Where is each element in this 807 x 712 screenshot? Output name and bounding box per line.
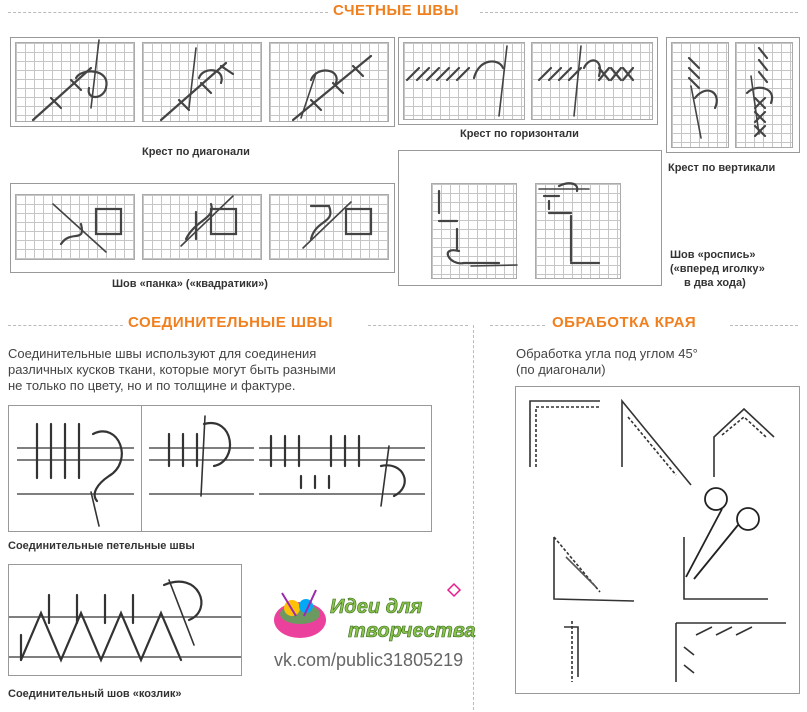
section-title-counted: СЧЕТНЫЕ ШВЫ bbox=[333, 2, 459, 19]
divider bbox=[8, 12, 328, 13]
panel-cross-horizontal bbox=[398, 37, 658, 125]
section-title-connecting: СОЕДИНИТЕЛЬНЫЕ ШВЫ bbox=[128, 314, 333, 331]
section-separator bbox=[473, 325, 474, 710]
watermark-title-line-1: Идеи для bbox=[330, 596, 423, 618]
caption-cross-diagonal: Крест по диагонали bbox=[142, 146, 250, 158]
caption-cross-horizontal: Крест по горизонтали bbox=[460, 128, 579, 140]
panel-cross-diagonal bbox=[10, 37, 395, 127]
caption-loop-seams: Соединительные петельные швы bbox=[8, 540, 195, 552]
edge-description-line-1: Обработка угла под углом 45° bbox=[516, 346, 698, 361]
connecting-description-line-2: различных кусков ткани, которые могут быть разными bbox=[8, 362, 336, 377]
connecting-description-line-3: не только по цвету, но и по толщине и фактуре. bbox=[8, 378, 296, 393]
panel-edge-corner bbox=[515, 386, 800, 694]
divider bbox=[368, 325, 468, 326]
panel-loop-seams bbox=[8, 405, 432, 532]
caption-cross-vertical: Крест по вертикали bbox=[668, 162, 776, 174]
divider bbox=[730, 325, 798, 326]
divider bbox=[490, 325, 545, 326]
panel-kozlik bbox=[8, 564, 242, 676]
panka-illustration bbox=[11, 184, 394, 272]
cross-vertical-illustration bbox=[667, 38, 799, 152]
caption-kozlik: Соединительный шов «козлик» bbox=[8, 688, 182, 700]
edge-description-line-2: (по диагонали) bbox=[516, 362, 606, 377]
cross-horizontal-illustration bbox=[399, 38, 657, 124]
divider bbox=[8, 325, 123, 326]
connecting-description-line-1: Соединительные швы используют для соединения bbox=[8, 346, 317, 361]
cross-diagonal-illustration bbox=[11, 38, 394, 126]
panel-cross-vertical bbox=[666, 37, 800, 153]
section-title-edge: ОБРАБОТКА КРАЯ bbox=[552, 314, 697, 331]
caption-panka: Шов «панка» («квадратики») bbox=[112, 278, 268, 290]
panel-panka bbox=[10, 183, 395, 273]
loop-seams-illustration bbox=[9, 406, 431, 531]
edge-corner-illustration bbox=[516, 387, 799, 693]
watermark-url[interactable]: vk.com/public31805219 bbox=[274, 650, 464, 670]
scissors-icon bbox=[686, 488, 759, 579]
rospis-illustration bbox=[399, 151, 661, 285]
caption-rospis-line-2: («вперед иголку» bbox=[670, 263, 765, 275]
panel-rospis bbox=[398, 150, 662, 286]
watermark-title-line-2: творчества bbox=[348, 620, 476, 642]
caption-rospis-line-1: Шов «роспись» bbox=[670, 249, 756, 261]
divider bbox=[480, 12, 798, 13]
kozlik-illustration bbox=[9, 565, 241, 675]
caption-rospis-line-3: в два хода) bbox=[684, 277, 746, 289]
